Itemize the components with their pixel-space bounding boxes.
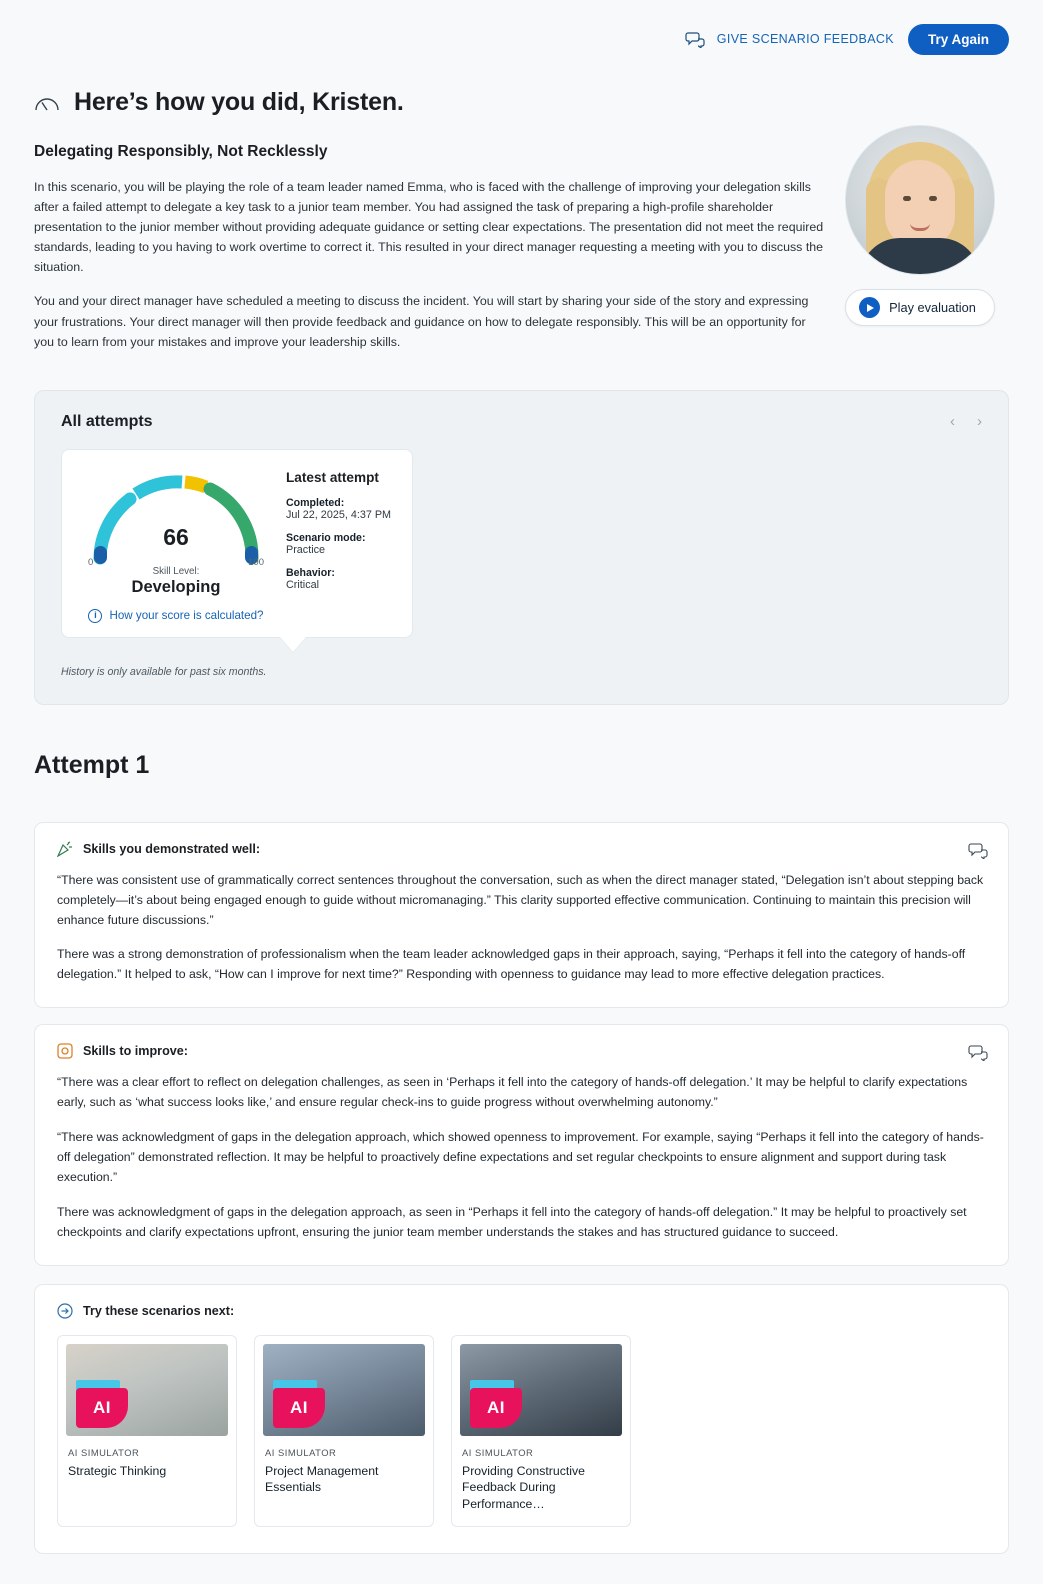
- page-title: Here’s how you did, Kristen.: [74, 88, 404, 116]
- attempts-pagination: [950, 413, 982, 430]
- avatar-column: [844, 125, 996, 366]
- scenario-title: Delegating Responsibly, Not Recklessly: [34, 143, 328, 160]
- page-heading: [0, 78, 1043, 117]
- skills-demonstrated-paragraph: “There was consistent use of grammatically correct sentences throughout the conversation, such as when the direct manager stated, “Delegation isn’t about stepping back completely—it’s about being engaged enough to guide without micromanaging.” This clarity supported effective communication. Continuing to maintain this precision will enhance future discussions.”: [57, 872, 984, 927]
- skill-level-label: Skill Level:: [152, 565, 200, 577]
- behavior-value: Critical: [286, 578, 319, 591]
- scenario-tile[interactable]: [254, 1335, 434, 1528]
- scenario-mode-key: Scenario mode:: [286, 531, 366, 544]
- skills-demonstrated-title: Skills you demonstrated well:: [83, 841, 261, 856]
- play-icon: [859, 297, 880, 318]
- score-value: 66: [163, 523, 189, 550]
- scenario-section: [0, 117, 1043, 366]
- scenario-thumbnail: AI: [263, 1344, 425, 1436]
- skills-demonstrated-card: [34, 822, 1009, 1009]
- avatar: [845, 125, 995, 275]
- arrow-right-circle-icon: [57, 1303, 73, 1319]
- skills-to-improve-paragraph: “There was acknowledgment of gaps in the delegation approach, which showed openness to improvement. For example, saying “Perhaps it fell into the category of hands-off delegation” demonstrated reflection. It may be helpful to proactively define expectations and set regular checkpoints to ensure alignment and support during task execution.”: [57, 1130, 984, 1184]
- scenario-tile-kicker: AI SIMULATOR: [265, 1446, 337, 1458]
- gauge-min: 0: [88, 556, 94, 568]
- skills-to-improve-paragraph: “There was a clear effort to reflect on delegation challenges, as seen in ‘Perhaps it fell into the category of hands-off delegation.’ It may be helpful to clarify expectations early, such as ‘what success looks like,’ and ensure regular check-ins to guide progress without overwhelming autonomy.”: [57, 1075, 968, 1110]
- scenario-thumbnail: AI: [66, 1344, 228, 1436]
- all-attempts-panel: [34, 390, 1009, 705]
- how-score-calculated-label: How your score is calculated?: [109, 609, 264, 623]
- gauge-icon: [34, 94, 60, 112]
- speech-bubble-icon[interactable]: [968, 1043, 988, 1066]
- skills-to-improve-header: [57, 1043, 986, 1059]
- history-note: History is only available for past six months.: [61, 665, 267, 678]
- give-scenario-feedback-button[interactable]: [685, 30, 894, 48]
- scenario-tile-name: Providing Constructive Feedback During Performance…: [462, 1463, 586, 1511]
- info-icon: i: [88, 609, 102, 623]
- scenario-tile-name: Strategic Thinking: [68, 1463, 167, 1478]
- chevron-right-icon[interactable]: ›: [977, 413, 982, 431]
- play-evaluation-button[interactable]: [845, 289, 995, 326]
- scenario-text: [34, 143, 824, 366]
- skills-demonstrated-paragraph: There was a strong demonstration of professionalism when the team leader acknowledged gaps in their approach, saying, “Perhaps it fell into the category of hands-off delegation.” It helped to ask, “How can I improve for next time?” Responding with openness to guidance may lead to more effective delegation practices.: [57, 947, 966, 982]
- top-bar: [0, 0, 1043, 78]
- give-scenario-feedback-label: GIVE SCENARIO FEEDBACK: [716, 32, 894, 46]
- scenario-tile-kicker: AI SIMULATOR: [68, 1446, 140, 1458]
- scenario-paragraph: In this scenario, you will be playing the role of a team leader named Emma, who is faced with the challenge of improving your delegation skills after a failed attempt to delegate a key task to a junior team member. You had assigned the task of preparing a high-profile shareholder presentation to the junior member without providing adequate guidance or setting clear expectations. The presentation did not meet the required standards, leading to you having to work overtime to correct it. This resulted in your direct manager requesting a meeting with you to discuss the situation.: [34, 180, 824, 275]
- confetti-icon: [57, 841, 73, 857]
- next-scenarios-list: [57, 1335, 986, 1528]
- scenario-tile[interactable]: [451, 1335, 631, 1528]
- chevron-left-icon[interactable]: ‹: [950, 413, 955, 431]
- try-again-button[interactable]: Try Again: [908, 24, 1009, 55]
- skills-to-improve-title: Skills to improve:: [83, 1044, 188, 1059]
- behavior-key: Behavior:: [286, 566, 335, 579]
- target-icon: [57, 1043, 73, 1059]
- skills-to-improve-paragraph: There was acknowledgment of gaps in the delegation approach, as seen in “Perhaps it fell into the category of hands-off delegation.” It may be helpful to proactively set checkpoints and clarify expectations upfront, ensuring the junior team member understands the stakes and has structured guidance to succeed.: [57, 1204, 967, 1239]
- next-scenarios-card: [34, 1284, 1009, 1555]
- latest-attempt-title: Latest attempt: [286, 469, 379, 485]
- gauge-arc: [86, 468, 266, 566]
- skills-demonstrated-header: [57, 841, 986, 857]
- score-gauge: [78, 468, 274, 623]
- attempt-score-card: [61, 449, 413, 638]
- how-score-calculated-link[interactable]: [88, 609, 263, 623]
- skill-level-value: Developing: [131, 577, 221, 596]
- next-scenarios-header: [57, 1303, 986, 1319]
- play-evaluation-label: Play evaluation: [889, 300, 976, 315]
- skills-to-improve-card: [34, 1024, 1009, 1265]
- gauge-max: 100: [248, 556, 264, 568]
- scenario-thumbnail: AI: [460, 1344, 622, 1436]
- attempt-heading: Attempt 1: [34, 750, 150, 779]
- completed-value: Jul 22, 2025, 4:37 PM: [286, 508, 392, 521]
- all-attempts-header: [61, 413, 982, 431]
- attempt-meta: [274, 468, 396, 623]
- scenario-tile-kicker: AI SIMULATOR: [462, 1446, 534, 1458]
- all-attempts-title: All attempts: [61, 412, 153, 430]
- speech-bubble-icon[interactable]: [968, 841, 988, 864]
- scenario-tile-name: Project Management Essentials: [265, 1463, 379, 1495]
- speech-bubble-icon: [685, 30, 705, 48]
- completed-key: Completed:: [286, 496, 345, 509]
- scenario-mode-value: Practice: [286, 543, 326, 556]
- scenario-tile[interactable]: [57, 1335, 237, 1528]
- next-scenarios-title: Try these scenarios next:: [83, 1303, 235, 1318]
- scenario-paragraph: You and your direct manager have scheduled a meeting to discuss the incident. You will start by sharing your side of the story and expressing your frustrations. Your direct manager will then provide feedback and guidance on how to delegate responsibly. This will be an opportunity for you to learn from your mistakes and improve your leadership skills.: [34, 294, 809, 349]
